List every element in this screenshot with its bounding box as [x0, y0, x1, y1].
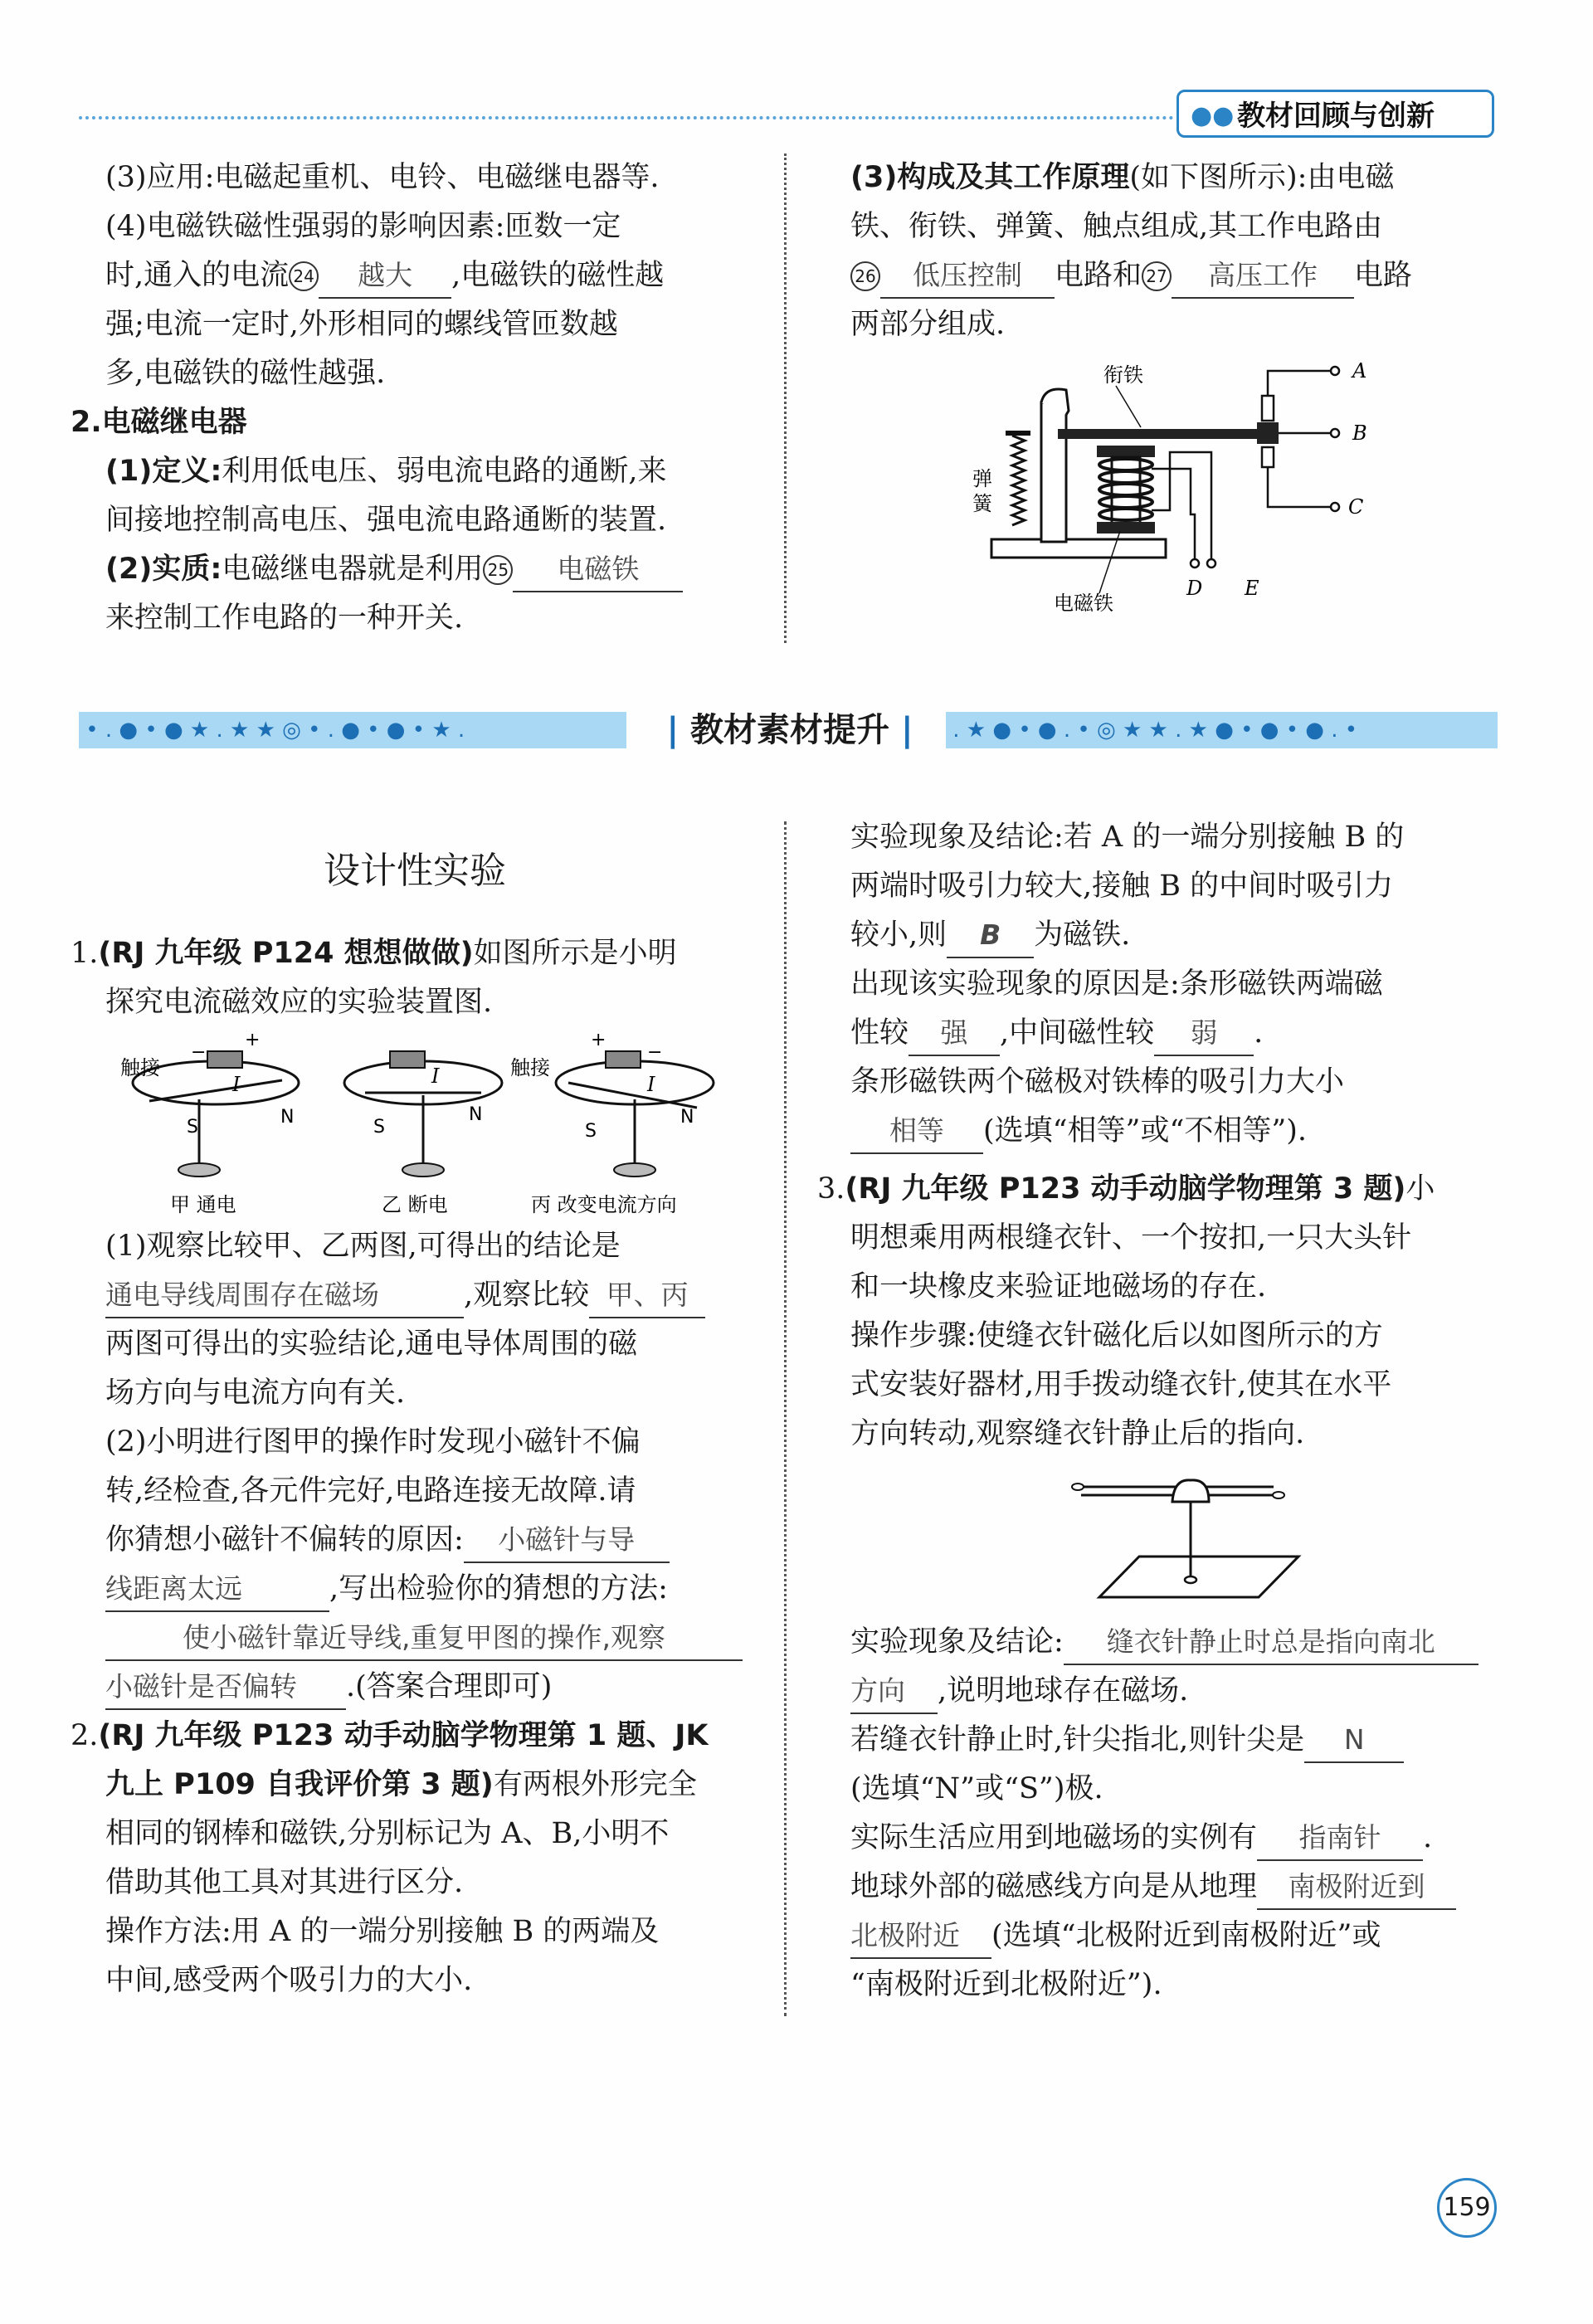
relay-spring-cap	[1006, 431, 1030, 436]
terminal-b	[1331, 429, 1339, 437]
label-e: E	[1245, 577, 1259, 600]
question-1-body: (1)观察比较甲、乙两图,可得出的结论是 通电导线周围存在磁场 ,观察比较 甲、丙 两图可得出的实验结论,通电导体周围的磁 场方向与电流方向有关. (2)小明进行图甲的操作时发现小磁针不偏 转,经检查,各元件完好,电路连接无故障.请 你猜想小磁针不偏转的原因: 小磁针与导 线距离太远 ,写出检验你的猜想的方法: 使小磁针靠近导线,重复甲图的操作,观察 小磁针是否偏转 .(答案合理即可)	[71, 1222, 759, 1712]
q2-answer-4: 相等	[850, 1109, 983, 1154]
q1-touch-a: 触接	[120, 1056, 160, 1079]
q3-pin-base	[1185, 1576, 1196, 1583]
relay-contact-lower	[1262, 447, 1274, 467]
label-spring-2: 簧	[972, 492, 992, 515]
relay-spring	[1012, 436, 1025, 525]
q1-plus-a: +	[245, 1033, 261, 1050]
label-armature: 衔铁	[1103, 363, 1143, 387]
electromagnet-bottom	[1097, 522, 1155, 533]
q3-needle-eye-1	[1072, 1484, 1084, 1490]
section-tag: ●● 教材回顾与创新	[1176, 90, 1494, 138]
blank-number-27: 27	[1142, 261, 1172, 291]
electromagnet-top	[1097, 446, 1155, 457]
q1-n-a: N	[280, 1107, 295, 1128]
q3-answer-3: 指南针	[1257, 1816, 1423, 1861]
q3-base-board	[1099, 1557, 1298, 1597]
q2-answer-3: 弱	[1154, 1011, 1254, 1056]
question-1-stem: 1.(RJ 九年级 P124 想想做做)如图所示是小明 探究电流磁效应的实验装置图.	[71, 937, 677, 1019]
section-title: 设计性实验	[324, 850, 506, 892]
review-para-application: (3)应用:电磁起重机、电铃、电磁继电器等.	[105, 161, 660, 194]
q1-s-b: S	[373, 1117, 385, 1138]
relay-contact-upper	[1262, 396, 1274, 421]
q1-answer-4b: 小磁针是否偏转	[105, 1665, 346, 1710]
q3-answer-4a: 南极附近到	[1257, 1865, 1456, 1910]
label-b: B	[1352, 421, 1367, 445]
q3-answer-4b: 北极附近	[850, 1914, 991, 1959]
column-divider-bottom	[784, 821, 787, 2016]
q3-answer-1b: 方向	[850, 1669, 938, 1714]
relay-base	[991, 539, 1166, 558]
q2-source-a: (RJ 九年级 P123 动手动脑学物理第 1 题、JK	[98, 1719, 709, 1752]
answer-24: 越大	[319, 254, 451, 299]
q3-needle-figure	[1066, 1469, 1307, 1610]
q2-answer-1: B	[947, 914, 1034, 958]
review-para-factors: (4)电磁铁磁性强弱的影响因素:匝数一定	[105, 210, 621, 243]
banner-title: | 教材素材提升 |	[666, 711, 913, 749]
q1-answer-4a: 使小磁针靠近导线,重复甲图的操作,观察	[105, 1616, 743, 1661]
question-2-results: 实验现象及结论:若 A 的一端分别接触 B 的 两端时吸引力较大,接触 B 的中间时吸引力 较小,则 B 为磁铁. 出现该实验现象的原因是:条形磁铁两端磁 性较 强 ,中间磁性较 弱 . 条形磁铁两个磁极对铁棒的吸引力大小 相等 (选填“相等”或“不相等”).	[850, 813, 1506, 1156]
q1-caption-c: 丙 改变电流方向	[531, 1193, 677, 1216]
banner-strip-left: • . ● • ● ★ . ★ ★ ◎ • . ● • ● • ★ .	[79, 712, 626, 748]
section-tag-dots-icon: ●●	[1191, 101, 1235, 130]
q1-minus-c: −	[647, 1042, 663, 1063]
q3-answer-1a: 缝衣针静止时总是指向南北	[1064, 1620, 1479, 1665]
q3-answer-2: N	[1304, 1718, 1404, 1763]
q1-current-b: I	[431, 1065, 440, 1088]
answer-27: 高压工作	[1172, 254, 1354, 299]
q1-plus-c: +	[591, 1033, 607, 1050]
q1-source: (RJ 九年级 P124 想想做做)	[98, 937, 474, 970]
q1-answer-2: 甲、丙	[589, 1274, 705, 1318]
q1-s-a: S	[187, 1117, 198, 1138]
answer-26: 低压控制	[880, 254, 1055, 299]
q1-caption-b: 乙 断电	[382, 1193, 448, 1216]
relay-heading: 2.电磁继电器	[71, 406, 247, 439]
terminal-a	[1331, 367, 1339, 375]
blank-number-25: 25	[483, 555, 513, 585]
relay-contact-block	[1257, 422, 1279, 444]
electromagnet-core	[1112, 457, 1140, 524]
terminal-d	[1191, 559, 1199, 568]
armature-leader	[1116, 386, 1141, 427]
relay-wire-a	[1268, 371, 1332, 396]
q2-source-b: 九上 P109 自我评价第 3 题)	[105, 1768, 494, 1801]
q1-current-c: I	[647, 1073, 655, 1096]
q3-source: (RJ 九年级 P123 动手动脑学物理第 3 题)	[845, 1172, 1406, 1206]
banner-strip-right: . ★ ● • ● . • ◎ ★ ★ . ★ ● • ● • ● . •	[946, 712, 1498, 748]
relay-diagram	[954, 353, 1386, 626]
relay-frame-post	[1041, 402, 1066, 542]
relay-armature-bar	[1058, 429, 1265, 439]
question-3-stem: 3.(RJ 九年级 P123 动手动脑学物理第 3 题)小 明想乘用两根缝衣针、一个按扣,一只大头针 和一块橡皮来验证地磁场的存在. 操作步骤:使缝衣针磁化后以如图所示的方 式安装好器材,用手拨动缝衣针,使其在水平 方向转动,观察缝衣针静止后的指向.	[817, 1172, 1435, 1450]
label-a: A	[1352, 359, 1367, 382]
review-right-column: (3)构成及其工作原理(如下图所示):由电磁 铁、衔铁、弹簧、触点组成,其工作电路由 26 低压控制 电路和 27 高压工作 电路 两部分组成.	[850, 153, 1506, 349]
q3-needle-eye-2	[1273, 1492, 1284, 1498]
q1-figure	[116, 1033, 747, 1232]
column-divider-top	[784, 153, 787, 643]
blank-number-26: 26	[850, 261, 880, 291]
relay-wire-c	[1268, 467, 1332, 507]
label-electromagnet: 电磁铁	[1054, 592, 1113, 615]
question-3-results: 实验现象及结论: 缝衣针静止时总是指向南北 方向 ,说明地球存在磁场. 若缝衣针静止时,针尖指北,则针尖是 N (选填“N”或“S”)极. 实际生活应用到地磁场的实例有 指南针 . 地球外部的磁感线方向是从地理 南极附近到 北极附近 (选填“北极附近到南极附近”或 “南极附近到北极附近”).	[850, 1618, 1506, 2010]
banner-bar-right: |	[900, 711, 913, 749]
relay-definition: (1)定义:利用低电压、弱电流电路的通断,来	[105, 455, 667, 488]
q1-answer-3a: 小磁针与导	[464, 1518, 670, 1563]
relay-structure: (3)构成及其工作原理(如下图所示):由电磁	[850, 161, 1395, 194]
q1-touch-c: 触接	[510, 1056, 550, 1079]
page-number: 159	[1437, 2178, 1497, 2238]
label-d: D	[1186, 577, 1203, 600]
blank-number-24: 24	[289, 261, 319, 291]
header-dotted-rule	[79, 116, 1174, 119]
q1-s-c: S	[585, 1121, 597, 1142]
q1-minus-a: −	[191, 1042, 207, 1063]
label-spring-1: 弹	[972, 467, 992, 490]
review-left-column: (3)应用:电磁起重机、电铃、电磁继电器等. (4)电磁铁磁性强弱的影响因素:匝数一定 时,通入的电流 24 越大 ,电磁铁的磁性越 强;电流一定时,外形相同的螺线管匝数越 多,电磁铁的磁性越强. 2.电磁继电器 (1)定义:利用低电压、弱电流电路的通断,来 间接地控制高电压、强电流电路通断的装置. (2)实质:电磁继电器就是利用 25 电磁铁 来控制工作电路的一种开关.	[71, 153, 759, 643]
question-2-stem: 2.(RJ 九年级 P123 动手动脑学物理第 1 题、JK 九上 P109 自我评价第 3 题)有两根外形完全 相同的钢棒和磁铁,分别标记为 A、B,小明不 借助其他工具对其进行区分. 操作方法:用 A 的一端分别接触 B 的两端及 中间,感受两个吸引力的大小.	[71, 1719, 709, 1997]
q1-answer-3b: 线距离太远	[105, 1567, 329, 1612]
q1-n-c: N	[680, 1107, 694, 1128]
terminal-e	[1207, 559, 1215, 568]
q1-current-a: I	[232, 1073, 241, 1096]
q1-n-b: N	[469, 1104, 483, 1125]
q1-answer-1: 通电导线周围存在磁场	[105, 1274, 464, 1318]
relay-essence: (2)实质:电磁继电器就是利用 25 电磁铁	[71, 545, 759, 594]
q1-caption-a: 甲 通电	[170, 1193, 236, 1216]
q3-snap-button	[1172, 1480, 1209, 1502]
answer-25: 电磁铁	[513, 548, 683, 592]
q2-answer-2: 强	[909, 1011, 1000, 1056]
terminal-c	[1331, 503, 1339, 511]
banner-bar-left: |	[666, 711, 680, 749]
label-c: C	[1348, 495, 1364, 519]
